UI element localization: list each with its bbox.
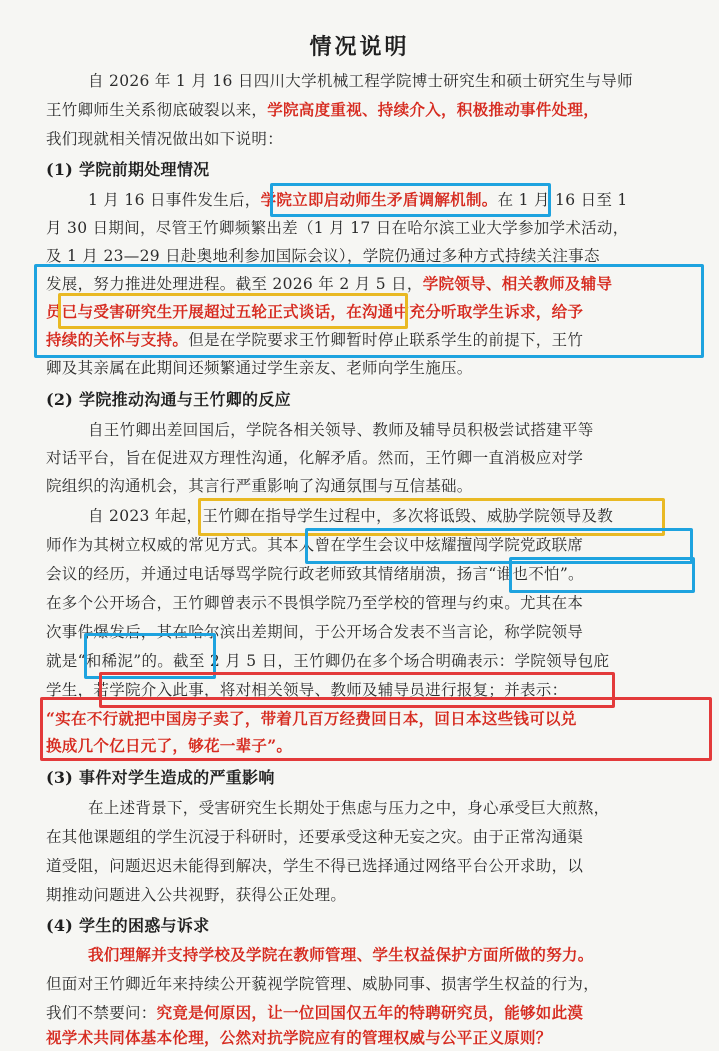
intro-line-2: 王竹卿师生关系彻底破裂以来，学院高度重视、持续介入，积极推动事件处理， — [46, 100, 600, 119]
s2-quote-line-2: 换成几个亿日元了，够花一辈子”。 — [46, 736, 293, 755]
s1-line-7: 卿及其亲属在此期间还频繁通过学生亲友、老师向学生施压。 — [46, 359, 473, 377]
s1-line-5: 员已与受害研究生开展超过五轮正式谈话，在沟通中充分听取学生诉求，给予 — [46, 302, 584, 321]
section-heading-4: (4) 学生的困惑与诉求 — [46, 916, 210, 935]
s1-line-3: 及 1 月 23—29 日赴奥地利参加国际会议），学院仍通过多种方式持续关注事态 — [46, 247, 600, 265]
s2-line-2: 对话平台，旨在促进双方理性沟通，化解矛盾。然而，王竹卿一直消极应对学 — [46, 449, 584, 467]
section-heading-2: (2) 学院推动沟通与王竹卿的反应 — [46, 390, 291, 409]
s2-line-3: 院组织的沟通机会，其言行严重影响了沟通氛围与互信基础。 — [46, 477, 473, 495]
s2-line-1: 自王竹卿出差回国后，学院各相关领导、教师及辅导员积极尝试搭建平等 — [88, 421, 594, 439]
s4-line-4: 视学术共同体基本伦理，公然对抗学院应有的管理权威与公平正义原则？ — [46, 1028, 552, 1047]
intro-line-1: 自 2026 年 1 月 16 日四川大学机械工程学院博士研究生和硕士研究生与导师 — [88, 72, 633, 90]
s3-line-2: 在其他课题组的学生沉浸于科研时，还要承受这种无妄之灾。由于正常沟通渠 — [46, 828, 584, 846]
s1-line-1: 1 月 16 日事件发生后，学院立即启动师生矛盾调解机制。在 1 月 16 日至 1 — [88, 190, 628, 209]
s2-line-8: 次事件爆发后，其在哈尔滨出差期间，于公开场合发表不当言论，称学院领导 — [46, 623, 584, 641]
s3-line-1: 在上述背景下，受害研究生长期处于焦虑与压力之中，身心承受巨大煎熬， — [88, 799, 610, 817]
s2-quote-line-1: “实在不行就把中国房子卖了，带着几百万经费回日本，回日本这些钱可以兑 — [46, 709, 577, 728]
s2-line-9: 就是“和稀泥”的。截至 2 月 5 日，王竹卿仍在多个场合明确表示：学院领导包庇 — [46, 652, 610, 670]
s4-line-3: 我们不禁要问：究竟是何原因，让一位回国仅五年的特聘研究员，能够如此漠 — [46, 1003, 584, 1022]
s2-line-4: 自 2023 年起，王竹卿在指导学生过程中，多次将诋毁、威胁学院领导及教 — [88, 507, 614, 525]
intro-line-3: 我们现就相关情况做出如下说明： — [46, 130, 284, 148]
s2-line-6: 会议的经历，并通过电话辱骂学院行政老师致其情绪崩溃，扬言“谁也不怕”。 — [46, 565, 584, 583]
section-heading-1: (1) 学院前期处理情况 — [46, 160, 210, 179]
section-heading-3: (3) 事件对学生造成的严重影响 — [46, 768, 275, 787]
s2-line-7: 在多个公开场合，王竹卿曾表示不畏惧学院乃至学校的管理与约束。尤其在本 — [46, 594, 584, 612]
s1-line-2: 月 30 日期间，尽管王竹卿频繁出差（1 月 17 日在哈尔滨工业大学参加学术活动， — [46, 219, 629, 237]
s1-line-6: 持续的关怀与支持。但是在学院要求王竹卿暂时停止联系学生的前提下，王竹 — [46, 330, 584, 349]
s2-line-5: 师作为其树立权威的常见方式。其本人曾在学生会议中炫耀擅闯学院党政联席 — [46, 536, 584, 554]
highlight-text: 学院高度重视、持续介入，积极推动事件处理， — [267, 100, 600, 119]
s4-line-2: 但面对王竹卿近年来持续公开藐视学院管理、威胁同事、损害学生权益的行为， — [46, 975, 600, 993]
s4-line-1: 我们理解并支持学校及学院在教师管理、学生权益保护方面所做的努力。 — [88, 945, 594, 964]
document-title: 情况说明 — [309, 34, 410, 60]
s1-line-4: 发展，努力推进处理进程。截至 2026 年 2 月 5 日，学院领导、相关教师及辅导 — [46, 274, 613, 293]
s2-line-10: 学生，若学院介入此事，将对相关领导、教师及辅导员进行报复；并表示： — [46, 681, 568, 699]
s3-line-4: 期推动问题进入公共视野，获得公正处理。 — [46, 886, 347, 904]
s3-line-3: 道受阻，问题迟迟未能得到解决，学生不得已选择通过网络平台公开求助，以 — [46, 857, 584, 875]
